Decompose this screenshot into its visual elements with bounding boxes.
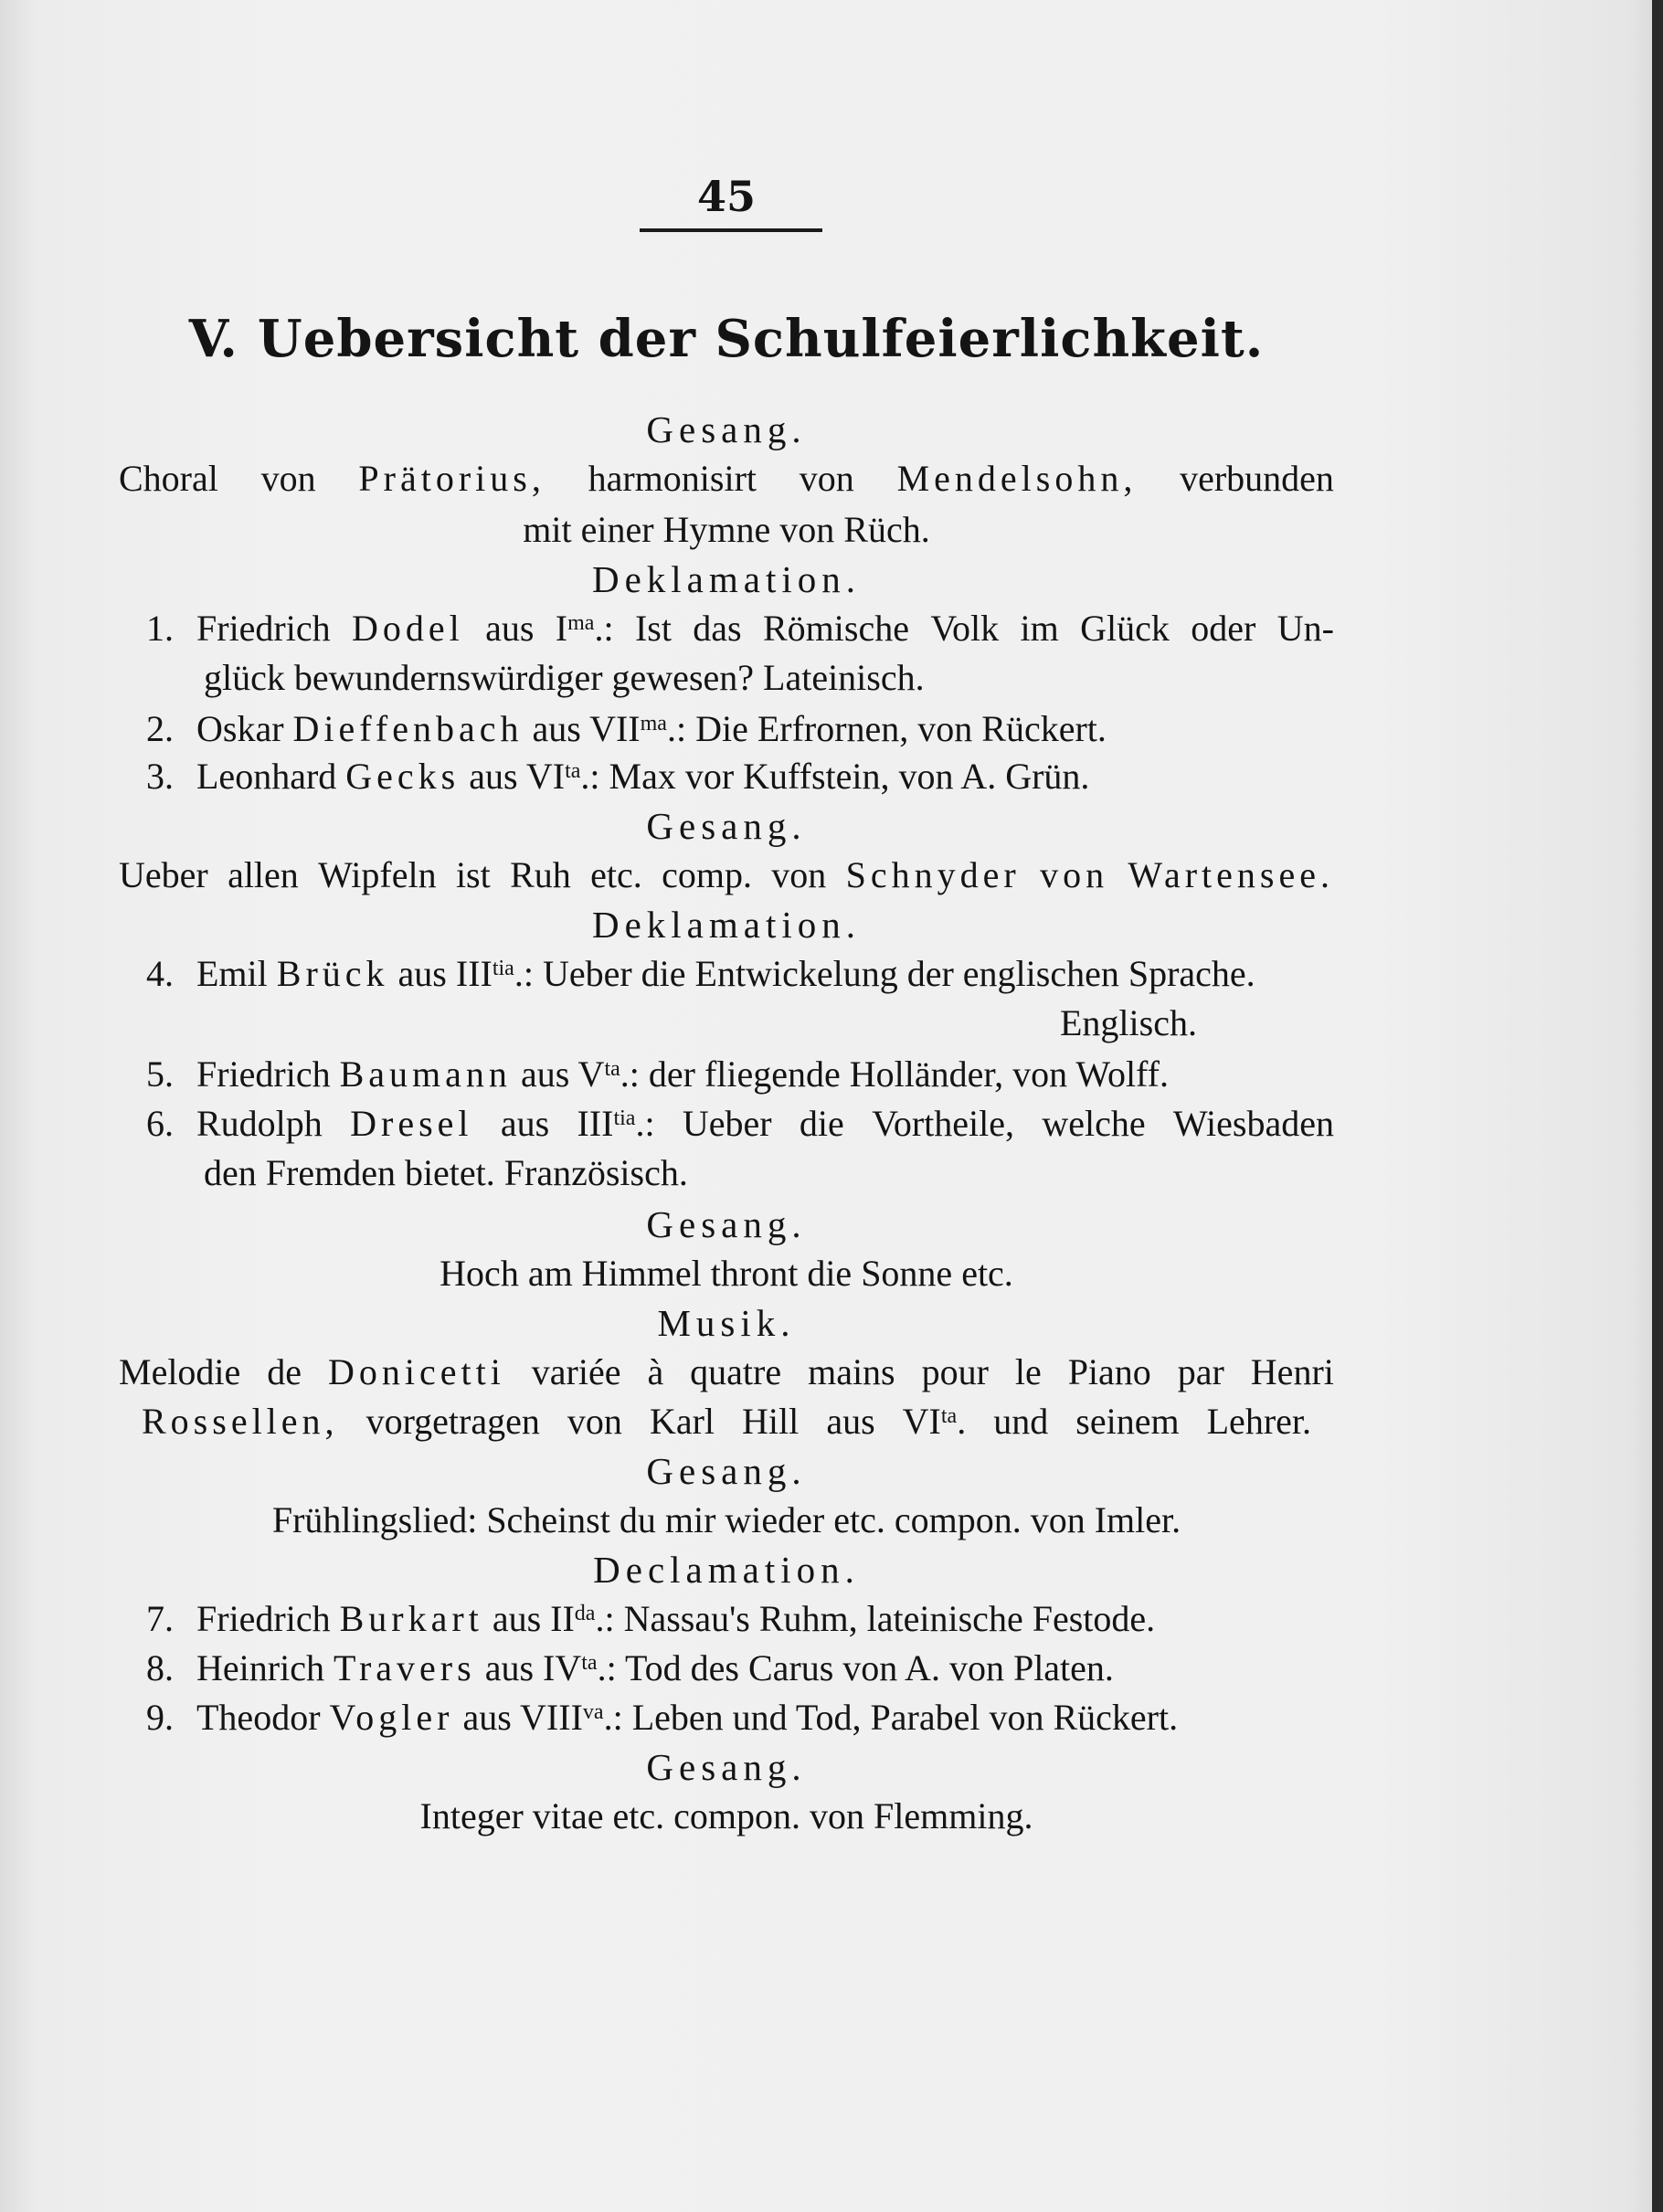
word: von (260, 458, 316, 499)
word: von (799, 458, 854, 499)
heading-declamation: Declamation. (593, 1549, 860, 1591)
word: Glück (1080, 608, 1170, 649)
melodie-line-1: Melodie de Donicetti variée à quatre mains pour le Piano par Henri (119, 1351, 1334, 1392)
word: Volk (930, 608, 1000, 649)
program-item-1 (119, 607, 1334, 652)
choral-line-2: mit einer Hymne von Rüch. (523, 509, 930, 550)
item-text: Leonhard Gecks aus $VI^{ta}$.: Max vor Kuffstein, von A. Grün. (196, 756, 1090, 797)
program-item-5 (119, 1053, 1334, 1098)
heading-deklamation: Deklamation. (591, 558, 862, 600)
item-number: 1. (146, 608, 174, 649)
heading-musik: Musik. (657, 1302, 796, 1344)
word: verbunden (1180, 458, 1334, 499)
program-item-9 (119, 1696, 1334, 1741)
item-text: Friedrich Baumann aus $V^{ta}$.: der fliegende Holländer, von Wolff. (196, 1053, 1169, 1095)
item-number: 8. (146, 1647, 174, 1688)
word: Un- (1276, 608, 1334, 649)
heading-gesang: Gesang. (646, 408, 807, 450)
item-text: Friedrich Burkart aus $II^{da}$.: Nassau's Ruhm, lateinische Festode. (196, 1598, 1156, 1639)
heading-gesang: Gesang. (646, 805, 807, 847)
section-title-text: Uebersicht der Schulfeierlichkeit. (257, 309, 1265, 369)
fruehling-line: Frühlingslied: Scheinst du mir wieder etc. compon. von Imler. (271, 1499, 1181, 1540)
word: Ist (634, 608, 672, 649)
program-item-6: 6. Rudolph Dresel aus $III^{tia}$.: Ueber die Vortheile, welche Wiesbaden (119, 1102, 1334, 1148)
program-item-2 (119, 707, 1334, 753)
item-number: 7. (146, 1598, 174, 1639)
surname: Dodel (351, 608, 464, 649)
word: Römische (762, 608, 909, 649)
word: im (1020, 608, 1059, 649)
heading-gesang: Gesang. (646, 1746, 807, 1788)
program-item-1-continuation: glück bewundernswürdiger gewesen? Lateinisch. (204, 657, 925, 698)
scan-edge (1652, 0, 1663, 2212)
first-name: Friedrich (196, 608, 331, 649)
melodie-line-2: Rossellen, vorgetragen von Karl Hill aus $VI^{ta}$. und seinem Lehrer. (142, 1401, 1311, 1442)
item-number: 4. (146, 953, 174, 994)
himmel-line: Hoch am Himmel thront die Sonne etc. (440, 1253, 1013, 1294)
item-text: Emil Brück aus $III^{tia}$.: Ueber die Entwickelung der englischen Sprache. (196, 953, 1255, 994)
program-item-3 (119, 755, 1334, 800)
heading-gesang: Gesang. (646, 1450, 807, 1492)
heading-deklamation: Deklamation. (591, 904, 862, 946)
heading-gesang: Gesang. (646, 1203, 807, 1245)
word: harmonisirt (588, 458, 757, 499)
program-item-6-continuation: den Fremden bietet. Französisch. (204, 1152, 688, 1193)
word: Choral (119, 458, 218, 499)
item-text: Theodor Vogler aus $VIII^{va}$.: Leben und Tod, Parabel von Rückert. (196, 1697, 1179, 1738)
item-text: Oskar Dieffenbach aus $VII^{ma}$.: Die Erfrornen, von Rückert. (196, 708, 1107, 749)
page-number: 45 (696, 172, 756, 221)
word: aus (485, 608, 535, 649)
item-number: 2. (146, 708, 174, 749)
program-item-4 (119, 952, 1334, 998)
word: das (693, 608, 742, 649)
section-title (0, 309, 1453, 369)
item-number: 5. (146, 1053, 174, 1095)
choral-line-1 (119, 457, 1334, 500)
class-label: $I^{ma}$.: (555, 608, 614, 649)
page-number-rule (640, 228, 822, 232)
program-item-7 (119, 1597, 1334, 1643)
word: oder (1191, 608, 1256, 649)
item-number: 9. (146, 1697, 174, 1738)
composer-name: Prätorius, (358, 458, 546, 499)
item-number: 6. (146, 1103, 174, 1144)
item-text: Heinrich Travers aus $IV^{ta}$.: Tod des Carus von A. von Platen. (196, 1647, 1114, 1688)
item-number: 3. (146, 756, 174, 797)
section-numeral: V. (188, 309, 238, 369)
wipfeln-line: Ueber allen Wipfeln ist Ruh etc. comp. von Schnyder von Wartensee. (119, 854, 1334, 895)
composer-name: Mendelsohn, (896, 458, 1138, 499)
program-item-4-continuation: Englisch. (1060, 1002, 1197, 1043)
program-item-8 (119, 1646, 1334, 1692)
integer-line: Integer vitae etc. compon. von Flemming. (419, 1795, 1033, 1836)
